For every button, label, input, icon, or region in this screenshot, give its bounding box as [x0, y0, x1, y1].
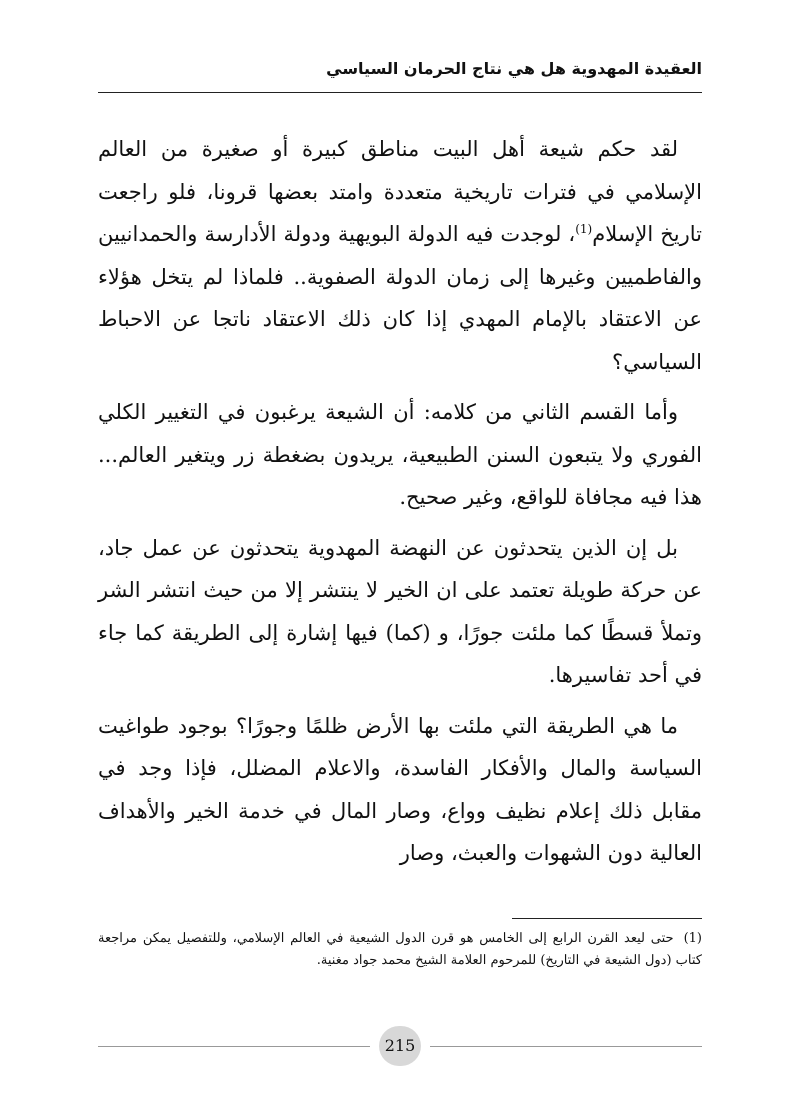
footer-rule-right [430, 1046, 702, 1047]
paragraph-1-text-end: ، لوجدت فيه الدولة البويهية ودولة الأدارسة والحمدانيين والفاطميين وغيرها إلى زمان الدولة الصفوية.. فلماذا لم يتخل هؤلاء عن الاعتقاد بالإمام المهدي إذا كان ذلك الاعتقاد ناتجا عن الاحباط السياسي؟ [98, 222, 702, 374]
paragraph-2: وأما القسم الثاني من كلامه: أن الشيعة يرغبون في التغيير الكلي الفوري ولا يتبعون السنن الطبيعية، يريدون بضغطة زر ويتغير العالم... هذا فيه مجافاة للواقع، وغير صحيح. [98, 400, 702, 509]
page-number: 215 [379, 1026, 421, 1066]
body-text [98, 128, 702, 883]
paragraph-4: ما هي الطريقة التي ملئت بها الأرض ظلمًا وجورًا؟ بوجود طواغيت السياسة والمال والأفكار الفاسدة، والاعلام المضلل، فإذا وجد في مقابل ذلك إعلام نظيف وواع، وصار المال في خدمة الخير والأهداف العالية دون الشهوات والعبث، وصار [98, 713, 702, 865]
paragraph-1 [98, 128, 702, 383]
footnote-reference: (1) [575, 222, 593, 236]
paragraph-1-text-start: لقد حكم شيعة أهل البيت مناطق كبيرة أو صغيرة من العالم الإسلامي في فترات تاريخية متعددة وامتد بعضها قرونا، فلو راجعت تاريخ الإسلام [98, 137, 703, 246]
paragraph-3: بل إن الذين يتحدثون عن النهضة المهدوية يتحدثون عن عمل جاد، عن حركة طويلة تعتمد على ان الخير لا ينتشر إلا من حيث انتشر الشر وتملأ قسطًا كما ملئت جورًا، و (كما) فيها إشارة إلى الطريقة كما جاء في أحد تفاسيرها. [98, 535, 702, 687]
footnote-marker: (1) [683, 931, 702, 946]
running-header-title: العقيدة المهدوية هل هي نتاج الحرمان السياسي [326, 59, 702, 78]
footnote [98, 928, 702, 972]
footer-rule-left [98, 1046, 370, 1047]
footnote-text: حتى ليعد القرن الرابع إلى الخامس هو قرن الدول الشيعية في العالم الإسلامي، وللتفصيل يمكن مراجعة كتاب (دول الشيعة في التاريخ) للمرحوم العلامة الشيخ محمد جواد مغنية. [98, 931, 702, 968]
footnote-separator [512, 918, 702, 919]
header-divider [98, 92, 702, 93]
